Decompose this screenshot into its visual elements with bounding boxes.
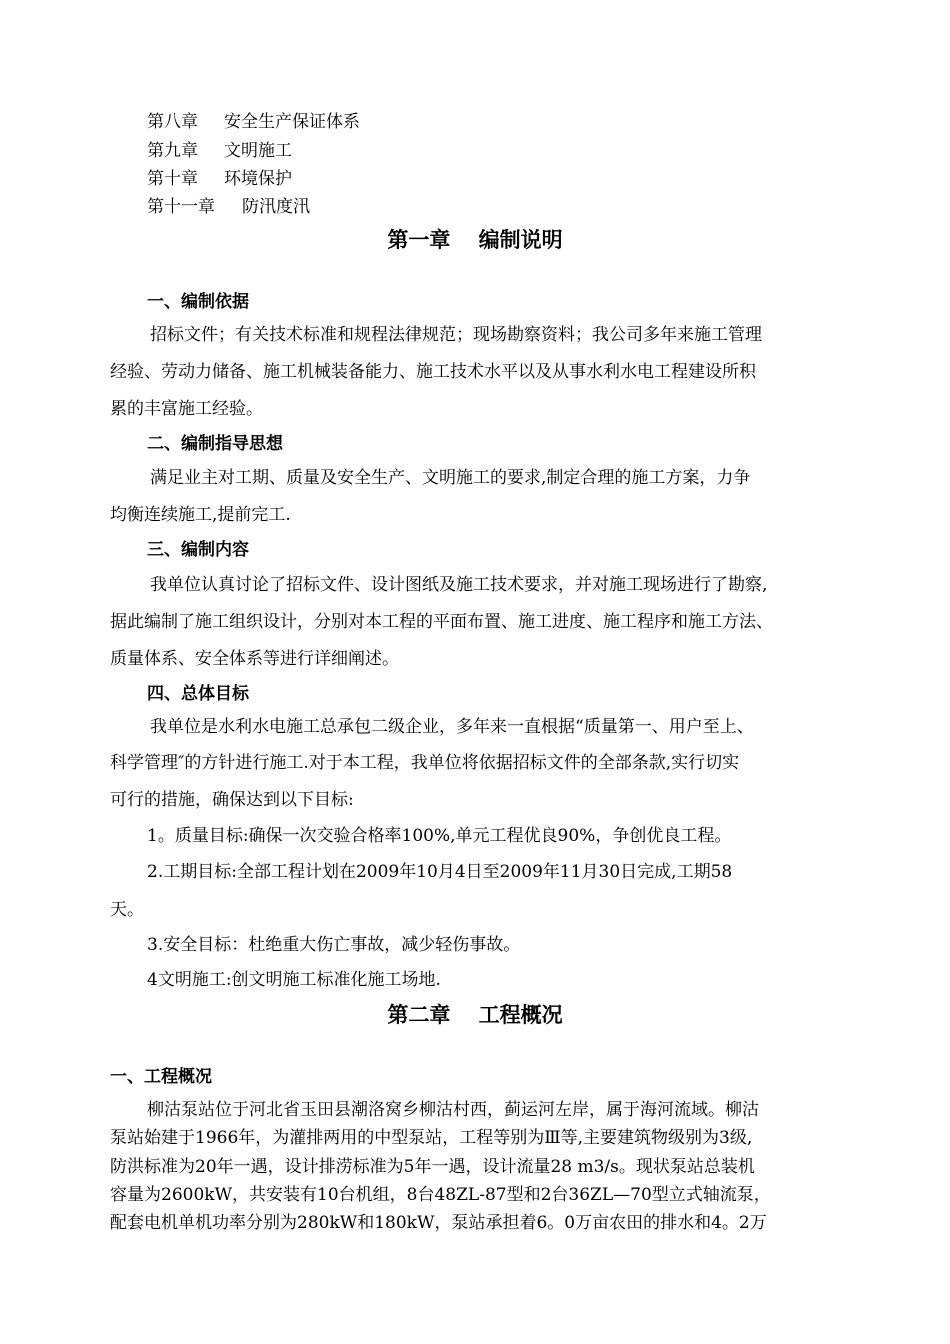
paragraph-line: 天。	[110, 900, 144, 920]
paragraph-line: 均衡连续施工,提前完工.	[110, 505, 291, 525]
paragraph-line: 可行的措施，确保达到以下目标:	[110, 790, 354, 810]
goal-schedule: 2.工期目标:全部工程计划在2009年10月4日至2009年11月30日完成,工期58	[147, 862, 733, 882]
toc-item-8	[147, 112, 360, 132]
toc-item-9	[147, 141, 292, 161]
paragraph-line: 防洪标准为20年一遇，设计排涝标准为5年一遇，设计流量28 m3/s。现状泵站总装机	[110, 1157, 755, 1177]
toc-item-10	[147, 169, 292, 189]
toc-title: 安全生产保证体系	[224, 112, 360, 132]
paragraph-line: 满足业主对工期、质量及安全生产、文明施工的要求,制定合理的施工方案，力争	[150, 468, 751, 488]
paragraph-line: 我单位是水利水电施工总承包二级企业，多年来一直根据“质量第一、用户至上、	[150, 717, 754, 737]
toc-title: 文明施工	[224, 141, 292, 161]
goal-quality: 1。质量目标:确保一次交验合格率100%,单元工程优良90%，争创优良工程。	[147, 826, 732, 846]
toc-title: 防汛度汛	[242, 197, 310, 217]
toc-title: 环境保护	[224, 169, 292, 189]
paragraph-line: 泵站始建于1966年，为灌排两用的中型泵站，工程等别为Ⅲ等,主要建筑物级别为3级,	[110, 1128, 753, 1148]
toc-number: 第九章	[147, 141, 198, 161]
paragraph-line: 经验、劳动力储备、施工机械装备能力、施工技术水平以及从事水利水电工程建设所积	[110, 362, 756, 382]
paragraph-line: 科学管理″的方针进行施工.对于本工程，我单位将依据招标文件的全部条款,实行切实	[110, 753, 740, 773]
paragraph-line: 累的丰富施工经验。	[110, 399, 263, 419]
section-heading: 二、编制指导思想	[147, 434, 283, 454]
toc-number: 第十章	[147, 169, 198, 189]
section-heading: 一、工程概况	[110, 1067, 212, 1087]
section-heading: 一、编制依据	[147, 292, 249, 312]
goal-civilized: 4文明施工:创文明施工标准化施工场地.	[147, 970, 441, 990]
toc-number: 第八章	[147, 112, 198, 132]
section-heading: 三、编制内容	[147, 540, 249, 560]
toc-number: 第十一章	[147, 197, 215, 217]
paragraph-line: 容量为2600kW，共安装有10台机组，8台48ZL-87型和2台36ZL—70型立式轴流泵，	[110, 1185, 771, 1205]
toc-item-11	[147, 197, 310, 217]
paragraph-line: 招标文件；有关技术标准和规程法律规范；现场勘察资料；我公司多年来施工管理	[150, 325, 762, 345]
paragraph-line: 配套电机单机功率分别为280kW和180kW，泵站承担着6。0万亩农田的排水和4。2万	[110, 1213, 767, 1233]
paragraph-line: 据此编制了施工组织设计，分别对本工程的平面布置、施工进度、施工程序和施工方法、	[110, 612, 773, 632]
paragraph-line: 我单位认真讨论了招标文件、设计图纸及施工技术要求，并对施工现场进行了勘察,	[150, 575, 768, 595]
chapter-1-title: 第一章 编制说明	[387, 228, 563, 252]
section-heading: 四、总体目标	[147, 684, 249, 704]
chapter-2-title: 第二章 工程概况	[387, 1003, 563, 1027]
paragraph-line: 柳沽泵站位于河北省玉田县潮洛窝乡柳沽村西，蓟运河左岸，属于海河流域。柳沽	[147, 1100, 759, 1120]
goal-safety: 3.安全目标：杜绝重大伤亡事故，减少轻伤事故。	[147, 935, 521, 955]
paragraph-line: 质量体系、安全体系等进行详细阐述。	[110, 649, 399, 669]
